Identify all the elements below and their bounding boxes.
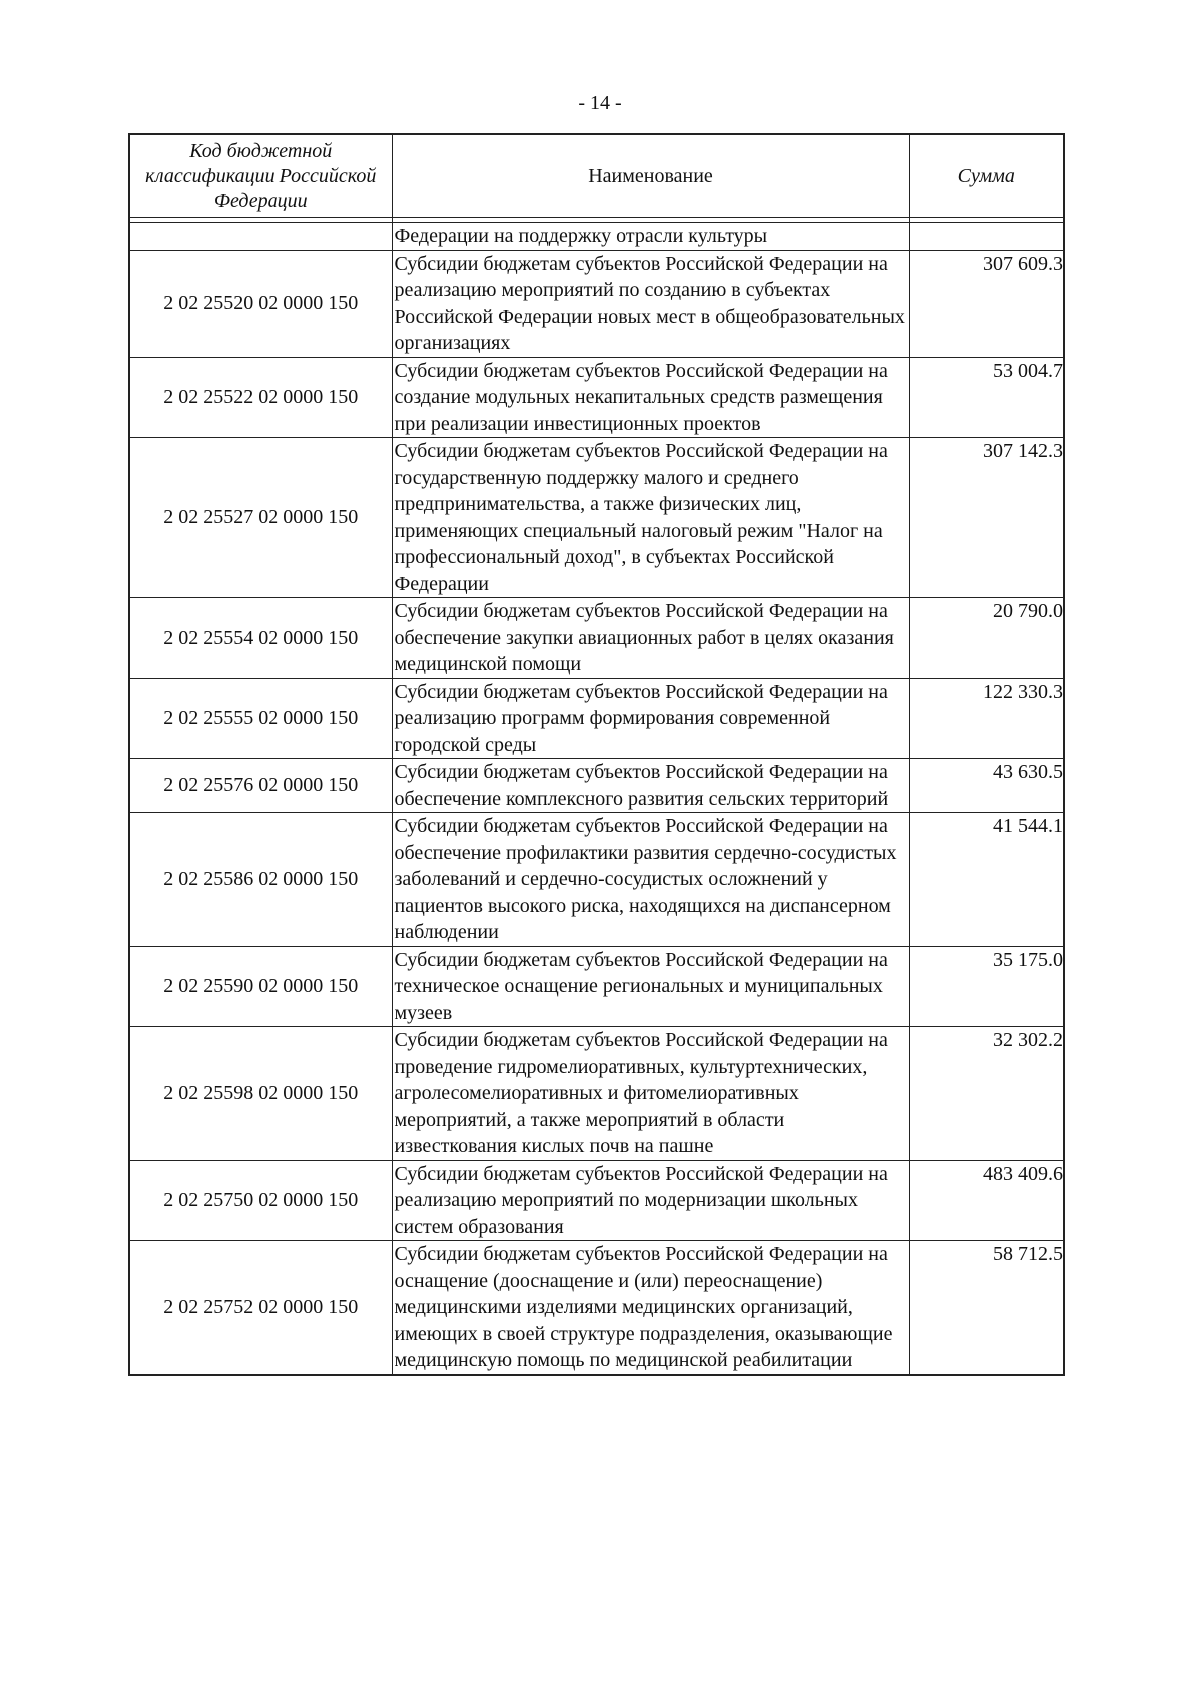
row-name: Субсидии бюджетам субъектов Российской Федерации на обеспечение профилактики развития сердечно-сосудистых заболеваний и сердечно-сосудистых осложнений у пациентов высокого риска, находящихся на диспансерном наблюдении bbox=[392, 813, 909, 947]
table-header-row bbox=[129, 134, 1064, 218]
row-name: Субсидии бюджетам субъектов Российской Федерации на обеспечение комплексного развития сельских территорий bbox=[392, 759, 909, 813]
table-row bbox=[129, 1027, 1064, 1161]
page-number: - 14 - bbox=[578, 92, 622, 114]
row-sum: 41 544.1 bbox=[909, 813, 1064, 947]
row-name: Субсидии бюджетам субъектов Российской Федерации на техническое оснащение региональных и муниципальных музеев bbox=[392, 946, 909, 1027]
row-code: 2 02 25527 02 0000 150 bbox=[129, 438, 392, 598]
table-row bbox=[129, 946, 1064, 1027]
row-name: Субсидии бюджетам субъектов Российской Федерации на проведение гидромелиоративных, культуртехнических, агролесомелиоративных и фитомелиоративных мероприятий, а также мероприятий в области известкования кислых почв на пашне bbox=[392, 1027, 909, 1161]
table-row bbox=[129, 1241, 1064, 1375]
row-name: Субсидии бюджетам субъектов Российской Федерации на реализацию программ формирования современной городской среды bbox=[392, 678, 909, 759]
table-row bbox=[129, 759, 1064, 813]
row-name: Субсидии бюджетам субъектов Российской Федерации на создание модульных некапитальных средств размещения при реализации инвестиционных проектов bbox=[392, 357, 909, 438]
table-row bbox=[129, 1160, 1064, 1241]
row-sum: 35 175.0 bbox=[909, 946, 1064, 1027]
row-name: Федерации на поддержку отрасли культуры bbox=[392, 223, 909, 251]
table-row bbox=[129, 813, 1064, 947]
row-sum: 122 330.3 bbox=[909, 678, 1064, 759]
row-code: 2 02 25555 02 0000 150 bbox=[129, 678, 392, 759]
table-row bbox=[129, 678, 1064, 759]
row-code: 2 02 25586 02 0000 150 bbox=[129, 813, 392, 947]
header-name: Наименование bbox=[392, 134, 909, 218]
row-sum: 43 630.5 bbox=[909, 759, 1064, 813]
row-sum: 58 712.5 bbox=[909, 1241, 1064, 1375]
header-code: Код бюджетной классификации Российской Федерации bbox=[129, 134, 392, 218]
row-name: Субсидии бюджетам субъектов Российской Федерации на реализацию мероприятий по созданию в субъектах Российской Федерации новых мест в общеобразовательных организациях bbox=[392, 250, 909, 357]
row-name: Субсидии бюджетам субъектов Российской Федерации на государственную поддержку малого и среднего предпринимательства, а также физических лиц, применяющих специальный налоговый режим "Налог на профессиональный доход", в субъектах Российской Федерации bbox=[392, 438, 909, 598]
table-row bbox=[129, 357, 1064, 438]
row-name: Субсидии бюджетам субъектов Российской Федерации на оснащение (дооснащение и (или) переоснащение) медицинскими изделиями медицинских организаций, имеющих в своей структуре подразделения, оказывающие медицинскую помощь по медицинской реабилитации bbox=[392, 1241, 909, 1375]
row-code: 2 02 25750 02 0000 150 bbox=[129, 1160, 392, 1241]
row-sum: 32 302.2 bbox=[909, 1027, 1064, 1161]
continuation-row bbox=[129, 223, 1064, 251]
row-sum: 53 004.7 bbox=[909, 357, 1064, 438]
row-code: 2 02 25520 02 0000 150 bbox=[129, 250, 392, 357]
row-code: 2 02 25522 02 0000 150 bbox=[129, 357, 392, 438]
row-sum bbox=[909, 223, 1064, 251]
table-row bbox=[129, 438, 1064, 598]
row-code bbox=[129, 223, 392, 251]
row-name: Субсидии бюджетам субъектов Российской Федерации на обеспечение закупки авиационных работ в целях оказания медицинской помощи bbox=[392, 598, 909, 679]
table-row bbox=[129, 598, 1064, 679]
row-code: 2 02 25598 02 0000 150 bbox=[129, 1027, 392, 1161]
row-sum: 307 609.3 bbox=[909, 250, 1064, 357]
table-row bbox=[129, 250, 1064, 357]
row-code: 2 02 25752 02 0000 150 bbox=[129, 1241, 392, 1375]
header-sum: Сумма bbox=[909, 134, 1064, 218]
row-sum: 307 142.3 bbox=[909, 438, 1064, 598]
row-name: Субсидии бюджетам субъектов Российской Федерации на реализацию мероприятий по модернизации школьных систем образования bbox=[392, 1160, 909, 1241]
row-sum: 20 790.0 bbox=[909, 598, 1064, 679]
row-code: 2 02 25576 02 0000 150 bbox=[129, 759, 392, 813]
row-sum: 483 409.6 bbox=[909, 1160, 1064, 1241]
budget-table bbox=[128, 133, 1065, 1376]
row-code: 2 02 25590 02 0000 150 bbox=[129, 946, 392, 1027]
row-code: 2 02 25554 02 0000 150 bbox=[129, 598, 392, 679]
